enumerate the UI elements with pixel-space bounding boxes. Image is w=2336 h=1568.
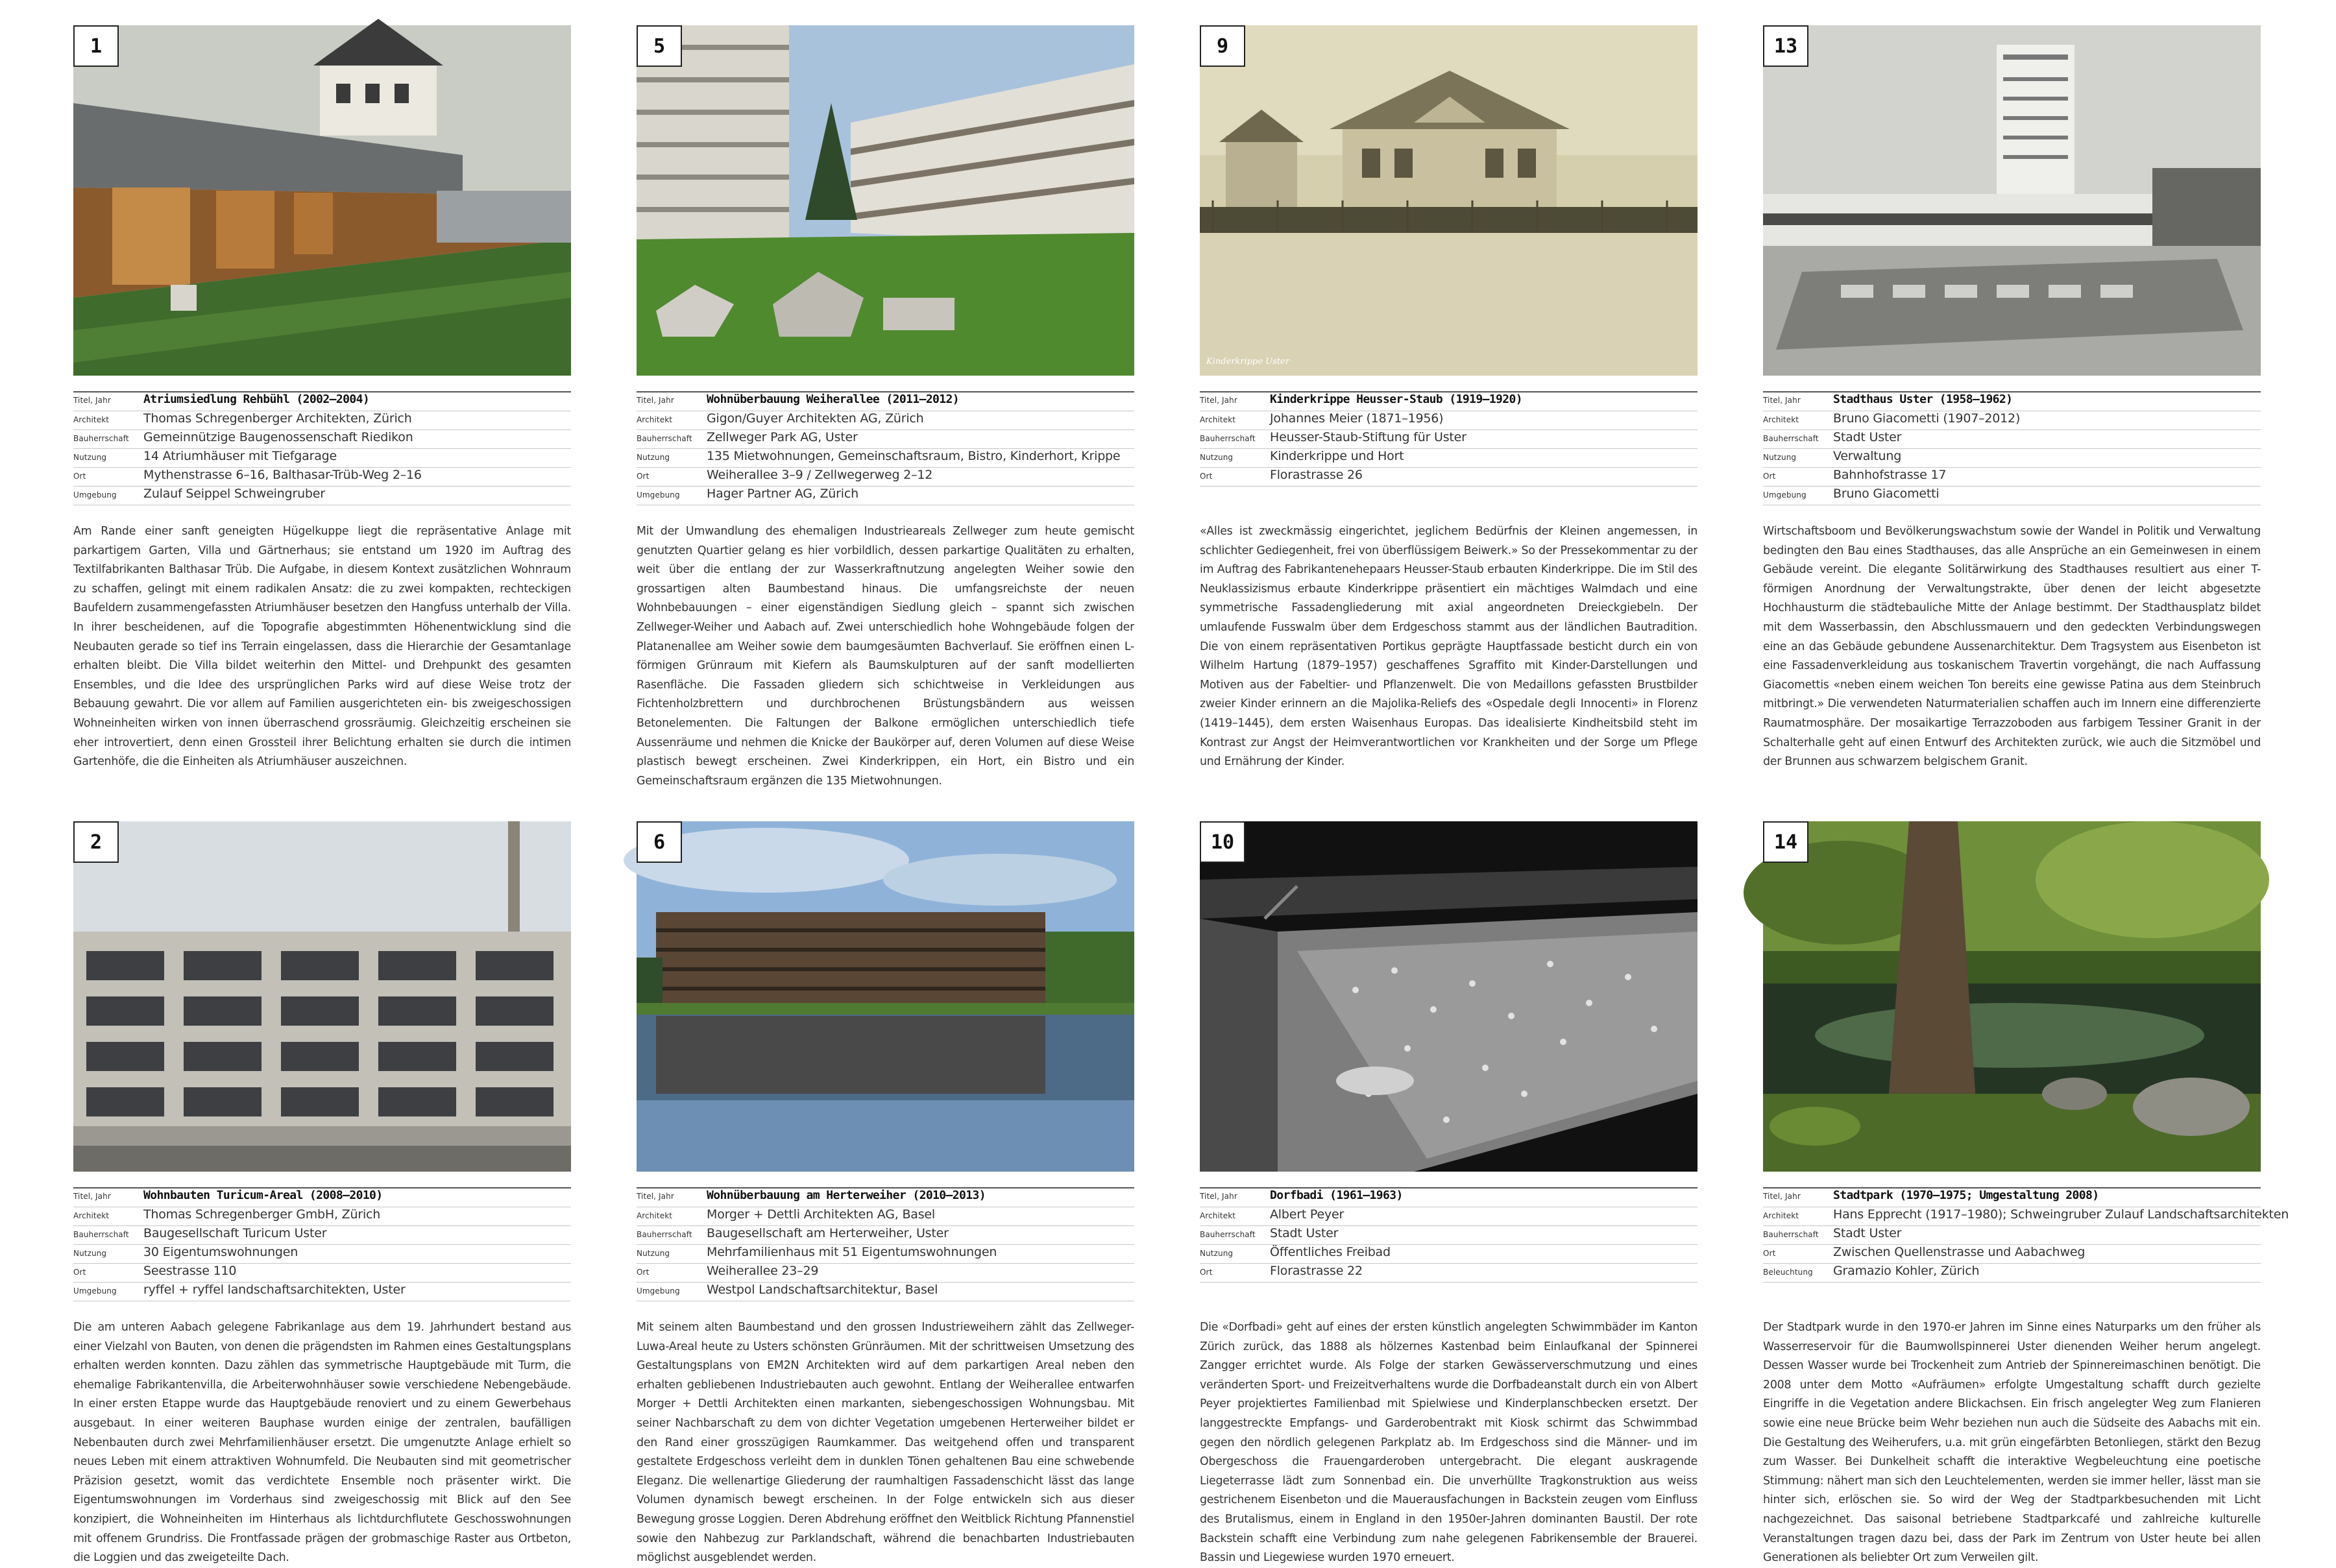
entry-title: Wohnbauten Turicum-Areal (2008–2010) — [143, 1188, 383, 1202]
architect-value: Johannes Meier (1871–1956) — [1270, 411, 1444, 426]
metadata-table — [637, 391, 1134, 505]
entry-description: Mit der Umwandlung des ehemaligen Industrieareals Zellweger zum heute gemischt genutzten Quartier gelang es hier vorbildlich, dessen parkartige Qualitäten zu erhalten, weit über die entlang der zur Wasserkraftnutzung angelegten Weiher sowie den grossartigen alten Baumbestand hinaus. Die umfangsreichste der neuen Wohnbebauungen – einer eigenständigen Siedlung gleich – spannt sich zwischen Zellweger-Weiher und Aabach auf. Zwei unterschiedlich hohe Wohngebäude folgen der Platanenallee am Weiher sowie dem baumgesäumten Bachverlauf. Sie eröffnen einen L-förmigen Grünraum mit Kiefern als Baumskulpturen auf der sanft modellierten Rasenfläche. Die Fassaden gliedern sich schichtweise in Verkleidungen aus Fichtenholzbrettern und durchbrochenen Brüstungsbändern aus weissen Betonelementen. Die Faltungen der Balkone ermöglichen unterschiedlich tiefe Aussenräume und nehmen die Knicke der Baukörper auf, deren Volumen auf diese Weise plastisch bewegt erscheinen. Zwei Kinderkrippen, ein Hort, ein Bistro und ein Gemeinschaftsraum ergänzen die 135 Mietwohnungen. — [637, 525, 1134, 788]
photo-herterweiher — [637, 821, 1134, 1172]
label-location: Ort — [1200, 1268, 1213, 1277]
label-location: Ort — [1763, 472, 1776, 481]
entry-9 — [1200, 25, 1697, 772]
client-value: Stadt Uster — [1270, 1226, 1339, 1240]
entry-title: Kinderkrippe Heusser-Staub (1919–1920) — [1270, 392, 1523, 406]
surroundings-value: Bruno Giacometti — [1833, 487, 1940, 501]
label-location: Ort — [637, 472, 650, 481]
entry-13 — [1763, 25, 2261, 772]
label-location: Ort — [637, 1268, 650, 1277]
entry-description: Mit seinem alten Baumbestand und den grossen Industrieweihern zählt das Zellweger-Luwa-Areal heute zu Usters schönsten Grünräumen. Mit der schrittweisen Umsetzung des Gestaltungsplans von EM2N Architekten wird auf dem parkartigen Areal neben den erhalten gebliebenen Industriebauten auch gewohnt. Entlang der Weiherallee entwarfen Morger + Dettli Architekten einen markanten, siebengeschossigen Wohnungsbau. Mit seiner Nachbarschaft zu dem von dichter Vegetation umgebenen Herterweiher bildet er den Rand einer grosszügigen Raumkammer. Das weitgehend offen und transparent gestaltete Erdgeschoss verleiht dem in dunklen Tönen gehaltenen Bau eine schwebende Eleganz. Die wellenartige Gliederung der raumhaltigen Fassadenschicht lässt das lange Volumen dynamisch bewegt erscheinen. In der Folge entwickeln sich aus dieser Bewegung grosse Loggien. Deren Abdrehung eröffnet den Weitblick Richtung Pfannenstiel sowie den Nahbezug zur Parklandschaft, während die benachbarten Industriebauten möglichst ausgeblendet werden. — [637, 1321, 1134, 1565]
label-architect: Architekt — [1763, 415, 1799, 424]
architect-value: Morger + Dettli Architekten AG, Basel — [707, 1207, 936, 1222]
location-value: Bahnhofstrasse 17 — [1833, 468, 1947, 482]
location-value: Weiherallee 3–9 / Zellwegerweg 2–12 — [707, 468, 933, 482]
architect-value: Bruno Giacometti (1907–2012) — [1833, 411, 2021, 426]
entry-title: Stadthaus Uster (1958–1962) — [1833, 392, 2013, 406]
label-title-year: Titel, Jahr — [73, 1192, 111, 1201]
label-client: Bauherrschaft — [1200, 434, 1256, 443]
architect-value: Hans Epprecht (1917–1980); Schweingruber Zulauf Landschaftsarchitekten — [1833, 1207, 2289, 1222]
label-architect: Architekt — [1763, 1211, 1799, 1220]
entry-14 — [1763, 821, 2289, 1568]
usage-value: 14 Atriumhäuser mit Tiefgarage — [143, 449, 337, 463]
client-value: Gemeinnützige Baugenossenschaft Riedikon — [143, 430, 413, 444]
entry-5 — [637, 25, 1134, 791]
label-surroundings: Umgebung — [637, 490, 680, 500]
surroundings-value: ryffel + ryffel landschaftsarchitekten, Uster — [143, 1283, 406, 1297]
entry-1 — [73, 25, 571, 772]
label-architect: Architekt — [637, 1211, 673, 1220]
label-architect: Architekt — [637, 415, 673, 424]
usage-value: 30 Eigentumswohnungen — [143, 1245, 298, 1259]
entry-number-badge: 14 — [1763, 821, 1808, 863]
entry-description: Der Stadtpark wurde in den 1970-er Jahren im Sinne eines Naturparks um den früher als Wasserreservoir für die Baumwollspinnerei Uster dienenden Weiher herum angelegt. Dessen Wasser wurde bei Trockenheit zum Antrieb der Spinnereimaschinen benötigt. Die 2008 unter dem Motto «Aufräumen» erfolgte Umgestaltung schafft durch gezielte Eingriffe in die Vegetation andere Blickachsen. Ein frisch angelegter Weg zum Flanieren sowie eine neue Brücke beim Wehr beziehen nun auch die Südseite des Aabachs mit ein. Die Gestaltung des Weiherufers, u.a. mit grün eingefärbten Betonliegen, stärkt den Bezug zum Wasser. Bei Dunkelheit schafft die interaktive Wegbeleuchtung eine poetische Stimmung: nähert man sich den Leuchtelementen, werden sie immer heller, lässt man sie hinter sich, erlöschen sie. So wird der Weg der Stadtparkbesuchenden mit Licht nachgezeichnet. Das saisonal betriebene Stadtparkcafé und zahlreiche kulturelle Veranstaltungen tragen dazu bei, dass der Park im Zentrum von Uster heute bei allen Generationen als beliebter Ort zum Verweilen gilt. — [1763, 1321, 2261, 1565]
surroundings-value: Zulauf Seippel Schweingruber — [143, 487, 325, 501]
location-value: Florastrasse 22 — [1270, 1264, 1363, 1278]
label-client: Bauherrschaft — [1763, 434, 1819, 443]
entry-title: Stadtpark (1970–1975; Umgestaltung 2008) — [1833, 1188, 2099, 1202]
entry-number-badge: 10 — [1200, 821, 1245, 863]
location-value: Seestrasse 110 — [143, 1264, 237, 1278]
label-title-year: Titel, Jahr — [637, 396, 674, 405]
photo-turicum — [73, 821, 571, 1172]
metadata-table — [637, 1187, 1134, 1301]
entry-description: «Alles ist zweckmässig eingerichtet, jeglichem Bedürfnis der Kleinen angemessen, in schlichter Gediegenheit, frei von überflüssigem Beiwerk.» So der Pressekommentar zu der im Auftrag des Fabrikantenehepaars Heusser-Staub erbauten Kinderkrippe. Die im Stil des Neuklassizismus erbaute Kinderkrippe präsentiert ein mächtiges Walmdach und eine symmetrische Fassadengliederung mit axial angeordneten Dreieckgiebeln. Der umlaufende Fusswalm über dem Erdgeschoss stammt aus der ländlichen Bautradition. Die von einem repräsentativen Portikus geprägte Hauptfassade besticht durch ein von Wilhelm Hartung (1879–1957) geschaffenes Sgraffito mit Kinder-Darstellungen und Motiven aus der Fabeltier- und Pflanzenwelt. Die von Medaillons gefassten Brustbilder zweier Kinder erinnern an die Majolika-Reliefs des «Ospedale degli Innocenti» in Florenz (1419–1445), dem ersten Waisenhaus Europas. Das idealisierte Kindheitsbild steht im Kontrast zur Angst der Heimverantwortlichen vor Krankheiten und der Sorge um Pflege und Ernährung der Kinder. — [1200, 525, 1697, 769]
label-architect: Architekt — [1200, 1211, 1236, 1220]
label-surroundings: Umgebung — [637, 1286, 680, 1296]
architect-value: Thomas Schregenberger Architekten, Zürich — [143, 411, 412, 426]
label-title-year: Titel, Jahr — [1200, 1192, 1237, 1201]
client-value: Zellweger Park AG, Uster — [707, 430, 858, 444]
metadata-table — [73, 391, 571, 505]
entry-title: Wohnüberbauung Weiherallee (2011–2012) — [707, 392, 960, 406]
label-surroundings: Umgebung — [73, 490, 117, 500]
label-title-year: Titel, Jahr — [1763, 1192, 1801, 1201]
label-client: Bauherrschaft — [73, 434, 129, 443]
usage-value: 135 Mietwohnungen, Gemeinschaftsraum, Bistro, Kinderhort, Krippe — [707, 449, 1121, 463]
entry-number-badge: 1 — [73, 25, 119, 67]
usage-value: Mehrfamilienhaus mit 51 Eigentumswohnungen — [707, 1245, 997, 1259]
label-client: Bauherrschaft — [1200, 1230, 1256, 1239]
client-value: Baugesellschaft am Herterweiher, Uster — [707, 1226, 949, 1240]
client-value: Heusser-Staub-Stiftung für Uster — [1270, 430, 1466, 444]
entry-number-badge: 13 — [1763, 25, 1808, 67]
metadata-table — [1200, 1187, 1697, 1283]
label-usage: Nutzung — [1763, 453, 1797, 462]
entry-title: Dorfbadi (1961–1963) — [1270, 1188, 1403, 1202]
client-value: Stadt Uster — [1833, 1226, 1902, 1240]
photo-kinderkrippe — [1200, 25, 1697, 376]
lighting-value: Gramazio Kohler, Zürich — [1833, 1264, 1980, 1278]
label-client: Bauherrschaft — [637, 434, 692, 443]
location-value: Zwischen Quellenstrasse und Aabachweg — [1833, 1245, 2086, 1259]
usage-value: Verwaltung — [1833, 449, 1902, 463]
surroundings-value: Hager Partner AG, Zürich — [707, 487, 858, 501]
label-usage: Nutzung — [73, 453, 107, 462]
label-title-year: Titel, Jahr — [73, 396, 111, 405]
metadata-table — [73, 1187, 571, 1301]
location-value: Weiherallee 23–29 — [707, 1264, 819, 1278]
label-usage: Nutzung — [637, 1249, 670, 1258]
label-client: Bauherrschaft — [637, 1230, 692, 1239]
entry-2 — [73, 821, 571, 1568]
metadata-table — [1763, 1187, 2289, 1283]
label-architect: Architekt — [1200, 415, 1236, 424]
entry-title: Atriumsiedlung Rehbühl (2002–2004) — [143, 392, 370, 406]
photo-dorfbadi — [1200, 821, 1697, 1172]
entry-number-badge: 5 — [637, 25, 682, 67]
entry-6 — [637, 821, 1134, 1568]
location-value: Florastrasse 26 — [1270, 468, 1363, 482]
entry-description: Die am unteren Aabach gelegene Fabrikanlage aus dem 19. Jahrhundert bestand aus einer Vielzahl von Bauten, von denen die prägendsten im Rahmen eines Gestaltungsplans erhalten werden konnten. Dazu zählen das symmetrische Hauptgebäude mit Turm, die ehemalige Fabrikantenvilla, die Arbeiterwohnhäuser sowie verschiedene Nebengebäude. In einer ersten Etappe wurde das Hauptgebäude renoviert und zu einem Gewerbehaus ausgebaut. In einer weiteren Bauphase wurden einige der zentralen, baufälligen Nebenbauten durch zwei Mehrfamilienhäuser ersetzt. Die umgenutzte Anlage erhielt so neues Leben mit einem attraktiven Wohnumfeld. Die Neubauten sind mit geometrischer Präzision gesetzt, womit das verdichtete Ensemble noch präsenter wirkt. Die Eigentumswohnungen im Vorderhaus sind zweigeschossig mit Blick auf den See konzipiert, die Wohneinheiten im Hinterhaus als lichtdurchflutete Geschosswohnungen mit offenem Grundriss. Die Frontfassade prägen der grobmaschige Raster aus Ortbeton, die Loggien und das zweigeteilte Dach. — [73, 1321, 571, 1565]
entry-number-badge: 9 — [1200, 25, 1245, 67]
architect-value: Albert Peyer — [1270, 1207, 1344, 1222]
photo-atriumsiedlung — [73, 25, 571, 376]
label-location: Ort — [73, 1268, 86, 1277]
label-client: Bauherrschaft — [73, 1230, 129, 1239]
entry-number-badge: 2 — [73, 821, 119, 863]
label-surroundings: Umgebung — [73, 1286, 117, 1296]
label-usage: Nutzung — [73, 1249, 107, 1258]
entry-description: Die «Dorfbadi» geht auf eines der ersten künstlich angelegten Schwimmbäder im Kanton Zürich zurück, das 1888 als hölzernes Kastenbad beim Einlaufkanal der Spinnerei Zangger errichtet wurde. Als Folge der starken Gewässerverschmutzung und eines veränderten Sport- und Freizeitverhaltens wurde die Dorfbadeanstalt durch ein von Albert Peyer projektiertes Familienbad mit Spielwiese und Kinderplanschbecken ersetzt. Der langgestreckte Empfangs- und Garderobentrakt mit Kiosk schirmt das Schwimmbad gegen den nördlich gelegenen Parkplatz ab. Im Erdgeschoss sind die Männer- und im Obergeschoss die Frauengarderoben untergebracht. Die elegant auskragende Liegeterrasse lädt zum Sonnenbad ein. Die unverhüllte Tragkonstruktion aus weiss gestrichenem Eisenbeton und die Mauerausfachungen in Backstein zeugen vom Einfluss des Brutalismus, einem in England in den 1950er-Jahren dominanten Baustil. Der rote Backstein schafft eine Verbindung zum nahe gelegenen Fabrikensemble der Brauerei. Bassin und Liegewiese wurden 1970 erneuert. — [1200, 1321, 1697, 1565]
label-usage: Nutzung — [637, 453, 670, 462]
label-location: Ort — [1763, 1249, 1776, 1258]
label-architect: Architekt — [73, 1211, 110, 1220]
usage-value: Kinderkrippe und Hort — [1270, 449, 1404, 463]
photo-stadtpark — [1763, 821, 2261, 1172]
label-location: Ort — [73, 472, 86, 481]
entry-description: Am Rande einer sanft geneigten Hügelkuppe liegt die repräsentative Anlage mit parkartigem Garten, Villa und Gärtnerhaus; sie entstand um 1920 im Auftrag des Textilfabrikanten Balthasar Trüb. Die Aufgabe, in diesem Kontext zusätzlichen Wohnraum zu schaffen, gelingt mit einem radikalen Ansatz: die zu zwei kompakten, rechteckigen Baufeldern zusammengefassten Atriumhäuser besetzen den Hangfuss unterhalb der Villa. In ihrer bescheidenen, auf die Topografie abgestimmten Höhenentwicklung sind die Neubauten gerade so tief ins Terrain eingelassen, dass die Hierarchie der Gesamtanlage erhalten bleibt. Die Villa bildet weiterhin den Mittel- und Drehpunkt des gesamten Ensembles, und die Idee des ursprünglichen Parks wird auf diese Weise trotz der Bebauung gewahrt. Die vor allem auf Familien ausgerichteten ein- bis zweigeschossigen Wohneinheiten wirken von innen überraschend grossräumig. Gleichzeitig erscheinen sie eher introvertiert, denn einen Grossteil ihrer Belichtung erhalten sie durch die intimen Gartenhöfe, die die Einheiten als Atriumhäuser auszeichnen. — [73, 525, 571, 769]
architect-value: Gigon/Guyer Architekten AG, Zürich — [707, 411, 924, 426]
label-title-year: Titel, Jahr — [1763, 396, 1801, 405]
label-client: Bauherrschaft — [1763, 1230, 1819, 1239]
entry-10 — [1200, 821, 1697, 1568]
metadata-table — [1200, 391, 1697, 487]
entry-title: Wohnüberbauung am Herterweiher (2010–2013) — [707, 1188, 986, 1202]
architect-value: Thomas Schregenberger GmbH, Zürich — [143, 1207, 381, 1222]
metadata-table — [1763, 391, 2261, 505]
label-usage: Nutzung — [1200, 1249, 1234, 1258]
client-value: Stadt Uster — [1833, 430, 1902, 444]
postcard-caption: Kinderkrippe Uster — [1206, 357, 1289, 367]
label-title-year: Titel, Jahr — [637, 1192, 674, 1201]
photo-weiherallee — [637, 25, 1134, 376]
surroundings-value: Westpol Landschaftsarchitektur, Basel — [707, 1283, 938, 1297]
entry-number-badge: 6 — [637, 821, 682, 863]
location-value: Mythenstrasse 6–16, Balthasar-Trüb-Weg 2–16 — [143, 468, 422, 482]
label-surroundings: Umgebung — [1763, 490, 1807, 500]
label-architect: Architekt — [73, 415, 110, 424]
entry-description: Wirtschaftsboom und Bevölkerungswachstum sowie der Wandel in Politik und Verwaltung bedingten den Bau eines Stadthauses, das alle Ansprüche an ein Gemeinwesen in einem Gebäude vereint. Die elegante Solitärwirkung des Stadthauses resultiert aus einer T-förmigen Anordnung der Verwaltungstrakte, über denen der leicht abgesetzte Hochhausturm die städtebauliche Mitte der Anlage bestimmt. Der Stadthausplatz bildet mit dem Wasserbassin, den Abschlussmauern und den gedeckten Verbindungswegen eine an das Gebäude gebundene Aussenarchitektur. Dem Tragsystem aus Eisenbeton ist eine Fassadenverkleidung aus toskanischem Travertin vorgehängt, die nach Auffassung Giacomettis «neben einem weichen Ton bereits eine gewisse Patina aus dem Steinbruch mitbringt.» Die verwendeten Naturmaterialien schaffen auch im Innern eine differenzierte Raumatmosphäre. Der mosaikartige Terrazzoboden aus farbigem Tessiner Granit in der Schalterhalle geht auf einen Entwurf des Architekten zurück, wie auch die Sitzmöbel und der Brunnen aus schwarzem belgischem Granit. — [1763, 525, 2261, 769]
label-location: Ort — [1200, 472, 1213, 481]
client-value: Baugesellschaft Turicum Uster — [143, 1226, 327, 1240]
photo-stadthaus — [1763, 25, 2261, 376]
label-title-year: Titel, Jahr — [1200, 396, 1237, 405]
label-usage: Nutzung — [1200, 453, 1234, 462]
usage-value: Öffentliches Freibad — [1270, 1245, 1391, 1259]
label-lighting: Beleuchtung — [1763, 1268, 1813, 1277]
